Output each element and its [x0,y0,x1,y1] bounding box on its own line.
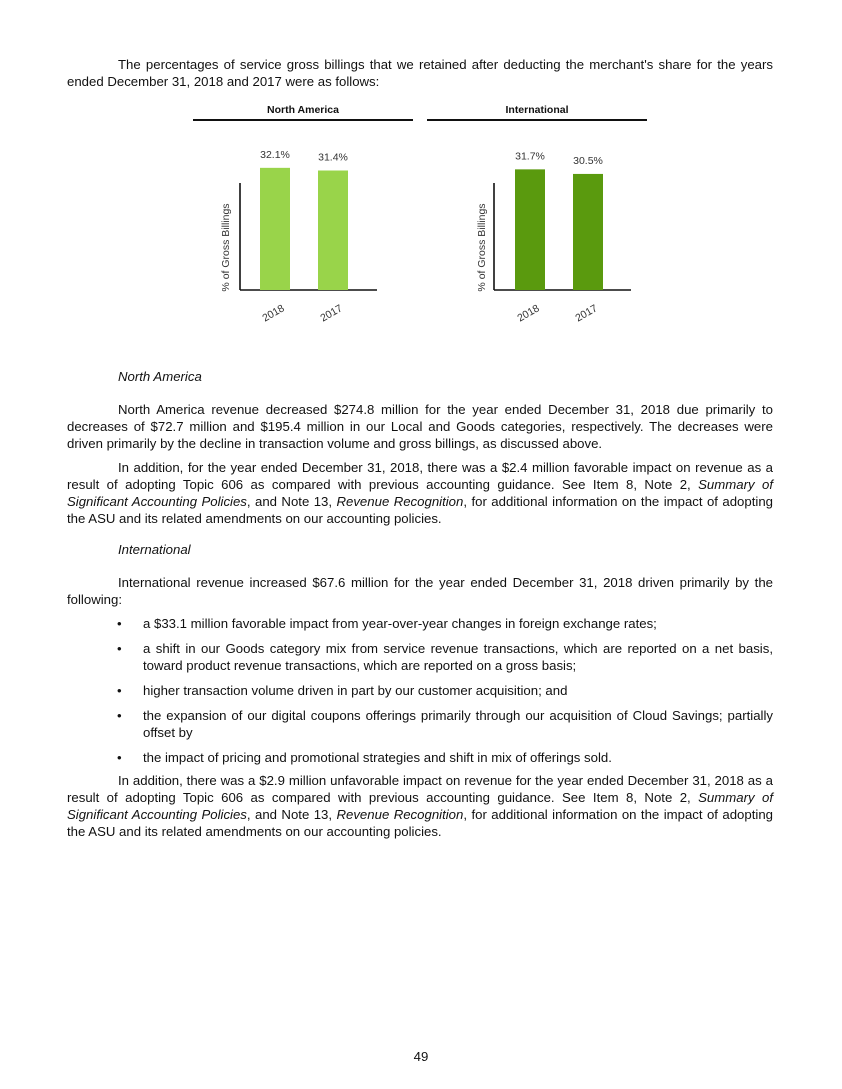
bar-2017 [573,174,603,290]
na-p2-italic-policies: Summary of Significant Accounting Policies [67,477,773,509]
chart-title-international: International [505,104,569,116]
bar-2018 [260,168,290,290]
bullet-dot: • [117,641,122,656]
x-tick-label-2018: 2018 [260,302,287,325]
data-label-2018: 32.1% [260,148,290,161]
na-p2-text-a: In addition, for the year ended December 31, 2018, there was a $2.4 million favorable impact on revenue as a result of adopting Topic 606 as compared with previous accounting guidance. See Item 8, Note 2, [67,460,773,492]
bullet-dot: • [117,708,122,723]
bullet-dot: • [117,616,122,631]
international-paragraph-1: International revenue increased $67.6 million for the year ended December 31, 2018 driven primarily by the following: [67,575,773,607]
north-america-paragraph-1: North America revenue decreased $274.8 million for the year ended December 31, 2018 due primarily to decreases of $72.7 million and $195.4 million in our Local and Goods categories, respectively. The decreases were driven primarily by the decline in transaction volume and gross billings, as discussed above. [67,402,773,451]
x-tick-label-2018: 2018 [515,302,542,325]
chart-north-america [220,149,377,325]
bar-2017 [318,171,348,290]
international-bullet-list [67,615,773,766]
intro-paragraph: The percentages of service gross billings that we retained after deducting the merchant's share for the years ended December 31, 2018 and 2017 were as follows: [67,57,773,89]
north-america-paragraph-2 [67,459,773,527]
bar-charts-svg [0,95,842,335]
data-label-2018: 31.7% [515,150,545,163]
intl-p2-text-a: In addition, there was a $2.9 million unfavorable impact on revenue for the year ended December 31, 2018 as a result of adopting Topic 606 as compared with previous accounting guidance. See Item 8, Note 2, [67,773,773,805]
gross-billings-charts [0,95,842,335]
y-axis-label: % of Gross Billings [220,203,232,292]
bullet-text: the expansion of our digital coupons offerings primarily through our acquisition of Cloud Savings; partially offset by [143,708,773,740]
intl-p2-italic-policies: Summary of Significant Accounting Policies [67,790,773,822]
section-heading-international: International [118,542,191,557]
intl-p2-text-e: , for additional information on the impact of adopting the ASU and its related amendments on our accounting policies. [67,807,773,839]
bullet-dot: • [117,683,122,698]
international-paragraph-2 [67,772,773,840]
intl-p2-text-c: , and Note 13, [246,807,337,822]
na-p2-italic-revenue: Revenue Recognition [336,494,464,509]
na-p2-text-c: , and Note 13, [246,494,337,509]
bullet-text: the impact of pricing and promotional strategies and shift in mix of offerings sold. [143,750,612,765]
bullet-text: higher transaction volume driven in part by our customer acquisition; and [143,683,568,698]
intl-p2-italic-revenue: Revenue Recognition [336,807,464,822]
chart-international [476,150,631,324]
bullet-text: a shift in our Goods category mix from service revenue transactions, which are reported on a net basis, toward product revenue transactions, which are reported on a gross basis; [143,641,773,673]
chart-title-north-america: North America [267,104,339,116]
bullet-dot: • [117,750,122,765]
list-item [67,749,773,766]
list-item [67,707,773,741]
bullet-text: a $33.1 million favorable impact from year-over-year changes in foreign exchange rates; [143,616,657,631]
bar-2018 [515,169,545,290]
data-label-2017: 31.4% [318,151,348,164]
list-item [67,615,773,632]
list-item [67,682,773,699]
x-tick-label-2017: 2017 [573,302,600,325]
data-label-2017: 30.5% [573,154,603,167]
y-axis-label: % of Gross Billings [476,203,488,292]
na-p2-text-e: , for additional information on the impact of adopting the ASU and its related amendments on our accounting policies. [67,494,773,526]
list-item [67,640,773,674]
section-heading-north-america: North America [118,369,202,384]
x-tick-label-2017: 2017 [318,302,345,325]
page-number: 49 [413,1049,429,1064]
